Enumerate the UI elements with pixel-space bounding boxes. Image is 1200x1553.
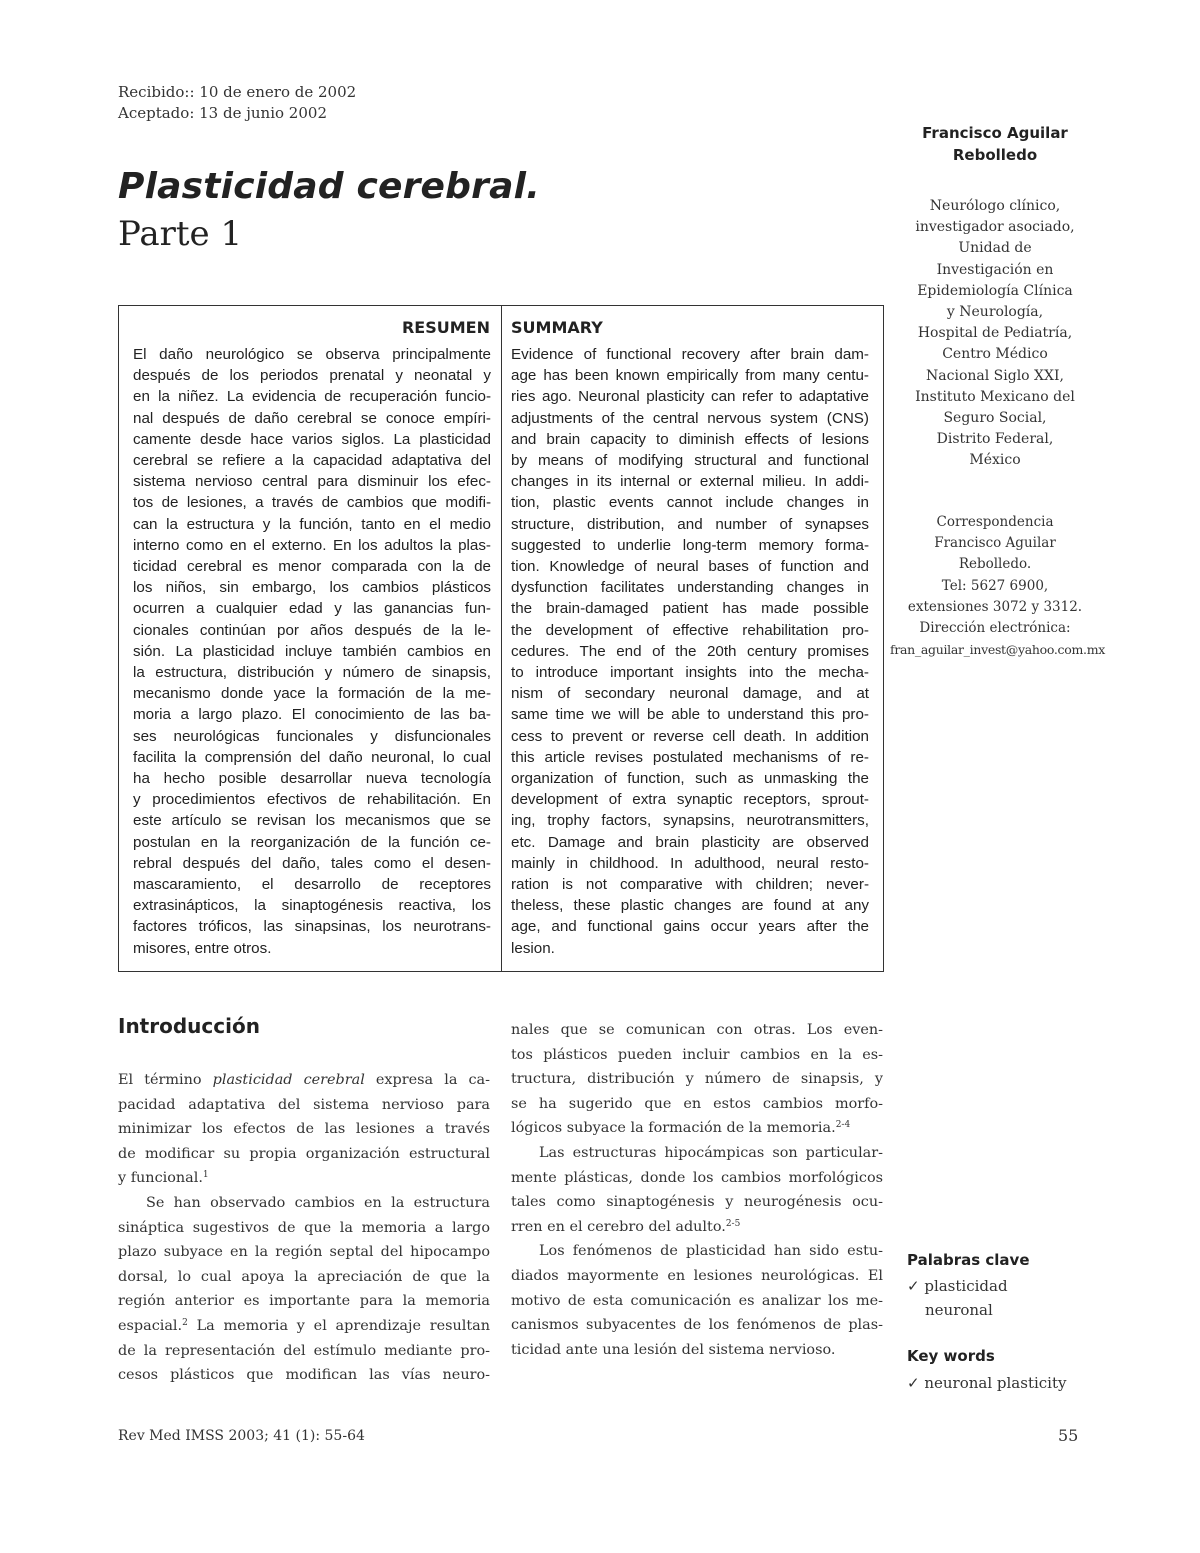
body-line: nales que se comunican con otras. Los even- [511,1022,883,1038]
body-line: rren en el cerebro del adulto.$^{2-5}$ [511,1218,741,1235]
abstract-line: the development of effective rehabilitation pro- [511,621,869,639]
abstract-line: El daño neurológico se observa principalmente [133,346,491,363]
abstract-line: dysfunction facilitates understanding changes in [511,579,869,597]
abstract-line: ticidad cerebral es menor comparada con la de [133,558,491,576]
abstract-line: cess to prevent or reverse cell death. In addition [511,727,869,745]
citation-ref: 2 [182,1317,188,1328]
affiliation-line: Epidemiología Clínica [917,282,1073,299]
abstract-line: tion. Knowledge of neural bases of function and [511,558,869,576]
author-name-line: Rebolledo [952,146,1038,164]
abstract-line: same time we will be able to understand this pro- [511,706,869,724]
correspondence-line: Francisco Aguilar [934,535,1056,552]
correspondence-line: fran_aguilar_invest@yahoo.com.mx [890,642,1106,658]
abstract-line: los niños, sin embargo, los cambios plásticos [133,579,491,597]
abstract-line: mascaramiento, el desarrollo de receptores [133,876,491,894]
abstract-line: ocurren a cualquier edad y las ganancias fun- [133,600,491,618]
citation-ref: 1 [202,1170,209,1181]
author-affiliation [895,196,1095,472]
body-column-left [118,1068,490,1388]
abstract-line: tos de lesiones, a través de cambios que modifi- [133,494,491,512]
abstract-line: este artículo se revisan los mecanismos que se [133,812,491,830]
abstract-line: en la niñez. La evidencia de recuperación funcio- [133,388,491,406]
affiliation-line: México [969,452,1021,469]
accepted-date: Aceptado: 13 de junio 2002 [118,104,327,122]
affiliation-line: Hospital de Pediatría, [917,325,1073,342]
abstract-line: y procedimientos efectivos de rehabilitación. En [133,791,491,809]
abstract-line: mainly in childhood. In adulthood, neural resto- [511,854,869,872]
abstract-line: ses neurológicas funcionales y disfuncionales [133,727,491,745]
abstract-line: camente desde hace varios siglos. La plasticidad [133,430,491,448]
correspondence-line: Rebolledo. [958,556,1032,573]
keywords-en [907,1371,1066,1395]
body-line: sináptica sugestivos de que la memoria a largo [118,1219,490,1236]
body-line: canismos subyacentes de los fenómenos de plas- [511,1317,883,1334]
body-line: se ha sugerido que en estos cambios morfo- [511,1095,883,1112]
affiliation-line: Centro Médico [942,346,1048,363]
abstract-line: sión. La plasticidad incluye también cambios en [133,642,491,660]
body-line: pacidad adaptativa del sistema nervioso para [118,1096,490,1113]
body-line: lógicos subyace la formación de la memoria.$^{2-4}$ [511,1120,851,1137]
abstract-line: lesion. [511,939,555,957]
article-subtitle: Parte 1 [118,214,243,254]
journal-citation: Rev Med IMSS 2003; 41 (1): 55-64 [118,1428,365,1444]
body-column-right [511,1018,883,1362]
body-line: motivo de esta comunicación es analizar los me- [511,1292,883,1309]
author-name [905,122,1085,166]
abstract-line: to introduce important insights into the mecha- [511,664,869,682]
abstract-line: tion, plastic events cannot include changes in [511,494,869,512]
citation-ref: 2-5 [725,1218,741,1229]
abstract-line: interno como en el externo. En los adultos la plas- [133,536,491,554]
abstract-line: ha hecho posible desarrollar nueva tecnología [133,770,491,788]
affiliation-line: Neurólogo clínico, [929,198,1061,214]
article-title: Plasticidad cerebral. [118,166,540,207]
abstract-line: rebral después del daño, tales como el desen- [133,854,491,872]
affiliation-line: investigador asociado, [915,219,1075,236]
abstract-line: structure, distribution, and number of synapses [511,515,869,533]
abstract-line: age, and functional gains occur years after the [511,918,869,936]
abstract-line: suggested to underlie long-term memory forma- [511,536,869,554]
abstract-line: después de los periodos prenatal y neonatal y [133,367,491,385]
body-line: y funcional.$^1$ [118,1170,209,1187]
body-line: tructura, distribución y número de sinapsis, y [511,1071,883,1088]
abstract-line: the brain-damaged patient has made possible [511,600,869,618]
body-line: Se han observado cambios en la estructura [146,1194,490,1211]
abstract-line: development of extra synaptic receptors, sprout- [511,791,869,809]
correspondence-line: Dirección electrónica: [919,620,1071,637]
abstract-line: nism of secondary neuronal damage, and at [511,685,869,703]
correspondence-block [890,512,1106,660]
correspondence-line: extensiones 3072 y 3312. [907,598,1083,615]
summary-text [511,344,869,959]
body-line: minimizar los efectos de las lesiones a través [118,1121,490,1138]
abstract-line: cerebral se refiere a la capacidad adaptativa del [133,452,491,470]
abstract-line: ration is not comparative with children; never- [511,876,869,894]
abstract-line: adjustments of the central nervous system (CNS) [511,409,869,427]
abstract-line: changes in its internal or external milieu. In addi- [511,473,869,491]
abstract-line: la estructura, distribución y número de sinapsis, [133,664,491,682]
abstract-line: moria a largo plazo. El conocimiento de las ba- [133,706,491,724]
affiliation-line: Distrito Federal, [936,431,1054,448]
body-line: Los fenómenos de plasticidad han sido estu- [539,1243,883,1260]
body-line: Las estructuras hipocámpicas son particular- [539,1144,883,1161]
author-name-line: Francisco Aguilar [922,124,1068,142]
abstract-line: factores tróficos, las sinapsinas, los neurotrans- [133,918,491,936]
correspondence-line: Tel: 5627 6900, [941,577,1049,594]
keyword-item: ✓ plasticidad [907,1277,1008,1295]
emphasis-term: plasticidad cerebral [212,1072,365,1088]
resumen-heading: RESUMEN [401,318,490,337]
abstract-divider [501,305,502,972]
abstract-line: organization of function, such as unmasking the [511,770,869,788]
received-date: Recibido:: 10 de enero de 2002 [118,83,357,101]
body-line: cesos plásticos que modifican las vías neuro- [118,1367,490,1384]
abstract-line: ries ago. Neuronal plasticity can refer to adaptative [511,388,869,406]
body-line: de modificar su propia organización estructural [118,1145,490,1162]
affiliation-line: Investigación en [936,261,1054,278]
abstract-line: facilita la comprensión del daño neuronal, lo cual [133,748,491,766]
abstract-line: sistema nervioso central para disminuir los efec- [133,473,491,491]
abstract-line: this article revises postulated mechanisms of re- [511,748,869,766]
affiliation-line: Nacional Siglo XXI, [926,367,1064,384]
summary-heading: SUMMARY [511,318,603,337]
abstract-line: etc. Damage and brain plasticity are observed [511,833,869,851]
affiliation-line: y Neurología, [946,304,1044,321]
abstract-line: and brain capacity to diminish effects of lesions [511,430,869,448]
manuscript-dates [118,82,356,124]
abstract-line: Evidence of functional recovery after brain dam- [511,346,869,363]
body-line: mente plásticas, donde los cambios morfológicos [511,1169,883,1186]
body-line: de la representación del estímulo mediante pro- [118,1342,490,1359]
abstract-line: misores, entre otros. [133,939,272,957]
body-line: plazo subyace en la región septal del hipocampo [118,1244,490,1261]
section-heading-introduccion: Introducción [118,1014,260,1038]
body-line: tales como sinaptogénesis y neurogénesis ocu- [511,1194,883,1211]
keyword-item: ✓ neuronal plasticity [907,1374,1067,1392]
body-line: espacial.$^2$ La memoria y el aprendizaje resultan [118,1317,490,1334]
keywords-es-heading: Palabras clave [907,1251,1030,1269]
abstract-line: extrasinápticos, la sinaptogénesis reactiva, los [133,897,491,915]
body-line: diados mayormente en lesiones neurológicas. El [511,1267,883,1284]
keywords-en-heading: Key words [907,1347,995,1365]
citation-ref: 2-4 [835,1120,851,1131]
abstract-line: cionales continúan por años después de la le- [133,621,491,639]
abstract-line: mecanismo donde yace la formación de la me- [133,685,491,703]
affiliation-line: Instituto Mexicano del [915,388,1075,405]
body-line: tos plásticos pueden incluir cambios en la es- [511,1046,883,1063]
body-line: ticidad ante una lesión del sistema nervioso. [511,1341,836,1358]
body-line: El término plasticidad cerebral expresa la ca- [118,1072,490,1088]
correspondence-line: Correspondencia [936,514,1054,530]
body-line: región anterior es importante para la memoria [118,1293,490,1310]
abstract-line: postulan en la reorganización de la función ce- [133,833,491,851]
abstract-line: cedures. The end of the 20th century promises [511,642,869,660]
abstract-line: can la estructura y la función, tanto en el medio [133,515,491,533]
abstract-line: by means of modifying structural and functional [511,452,869,470]
abstract-line: theless, these plastic changes are found at any [511,897,869,915]
abstract-line: age has been known empirically from many centu- [511,367,869,385]
keywords-es [907,1274,1008,1322]
body-line: dorsal, lo cual apoya la apreciación de que la [118,1268,490,1285]
resumen-text [133,344,491,959]
abstract-line: nal después de daño cerebral se conoce empíri- [133,409,491,427]
keyword-item: neuronal [925,1301,993,1319]
page-number: 55 [1058,1426,1079,1445]
abstract-line: ing, trophy factors, synapsins, neurotransmitters, [511,812,869,830]
affiliation-line: Unidad de [958,240,1032,257]
affiliation-line: Seguro Social, [943,410,1047,427]
